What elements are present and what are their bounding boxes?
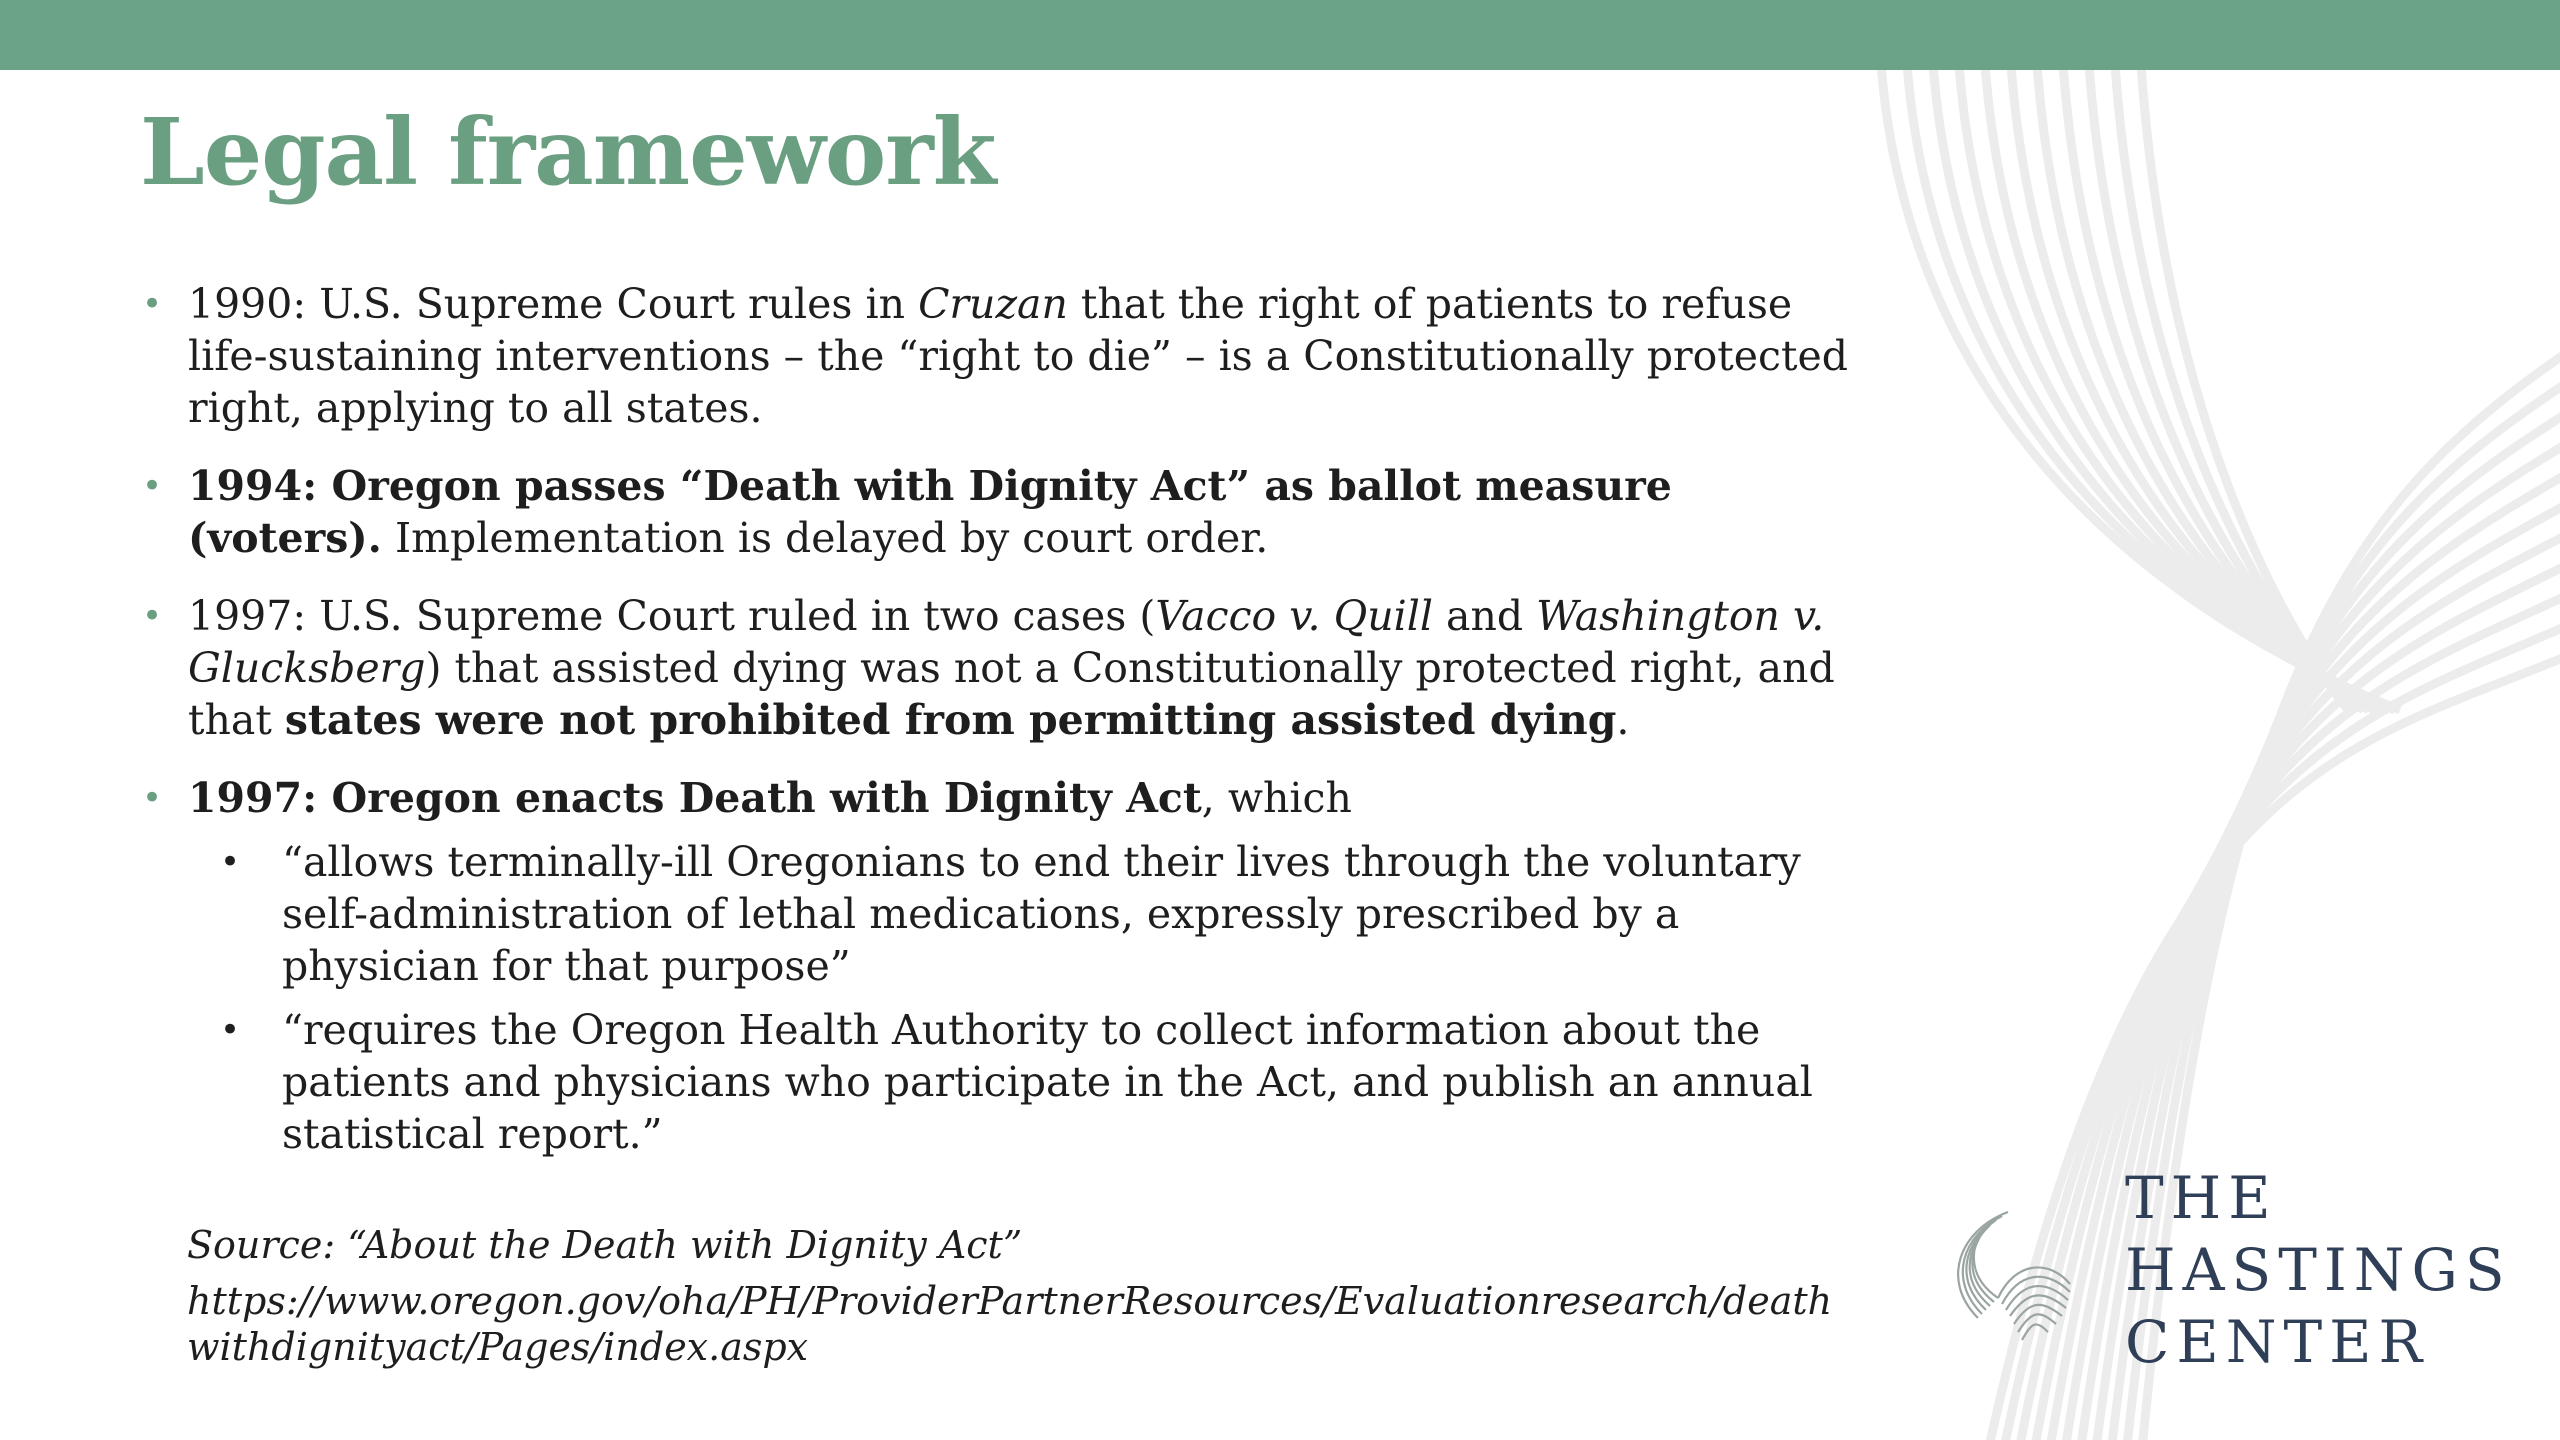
bullet-marker-icon: •	[142, 778, 163, 818]
hastings-center-logo	[1920, 1160, 2512, 1380]
bullet-item	[140, 772, 1860, 1160]
bullet-text-segment: , which	[1201, 774, 1352, 822]
sub-bullet-item	[188, 836, 1860, 992]
bullet-item	[140, 590, 1860, 746]
logo-line-1: THE	[2125, 1164, 2278, 1232]
bullet-text-segment: and	[1432, 592, 1537, 640]
sub-bullet-list	[188, 836, 1860, 1160]
bullet-list	[140, 278, 1860, 1160]
bullet-marker-icon: •	[142, 466, 163, 506]
bullet-marker-icon: •	[142, 596, 163, 636]
slide-content	[140, 278, 1860, 1186]
bullet-text	[188, 280, 1848, 432]
bullet-text-segment: 1990: U.S. Supreme Court rules in	[188, 280, 919, 328]
bullet-text	[188, 592, 1835, 744]
sub-bullet-text: “requires the Oregon Health Authority to collect information about the patients and physicians who participate in the Act, and publish an annual statistical report.”	[282, 1006, 1813, 1158]
bullet-text-segment: ) that assisted dying was not a Constitutionally protected right, and that	[188, 644, 1835, 744]
bullet-text-segment: Vacco v. Quill	[1155, 592, 1433, 640]
decorative-arc	[1984, 70, 2379, 710]
bullet-text-segment: 1997: U.S. Supreme Court ruled in two cases (	[188, 592, 1156, 640]
sub-bullet-text: “allows terminally-ill Oregonians to end their lives through the voluntary self-administration of lethal medications, expressly prescribed by a physician for that purpose”	[282, 838, 1801, 990]
bullet-text-segment: Cruzan	[918, 280, 1068, 328]
slide-title: Legal framework	[140, 98, 996, 206]
bullet-text-segment: Washington v. Glucksberg	[188, 592, 1825, 692]
bullet-item	[140, 460, 1860, 564]
bullet-text-segment: Implementation is delayed by court order.	[381, 514, 1269, 562]
logo-mark-icon	[1920, 1200, 2080, 1360]
logo-line-2: HASTINGS	[2125, 1236, 2512, 1304]
top-accent-bar	[0, 0, 2560, 70]
bullet-text-segment: 1997: Oregon enacts Death with Dignity Act	[188, 774, 1202, 822]
sub-bullet-marker-icon: •	[220, 842, 241, 882]
source-citation	[187, 1222, 1847, 1370]
bullet-text-segment: .	[1616, 696, 1630, 744]
decorative-arc	[2036, 70, 2369, 710]
bullet-text-segment: states were not prohibited from permitting assisted dying	[284, 696, 1617, 744]
logo-wordmark	[2125, 1162, 2512, 1378]
bullet-text	[188, 462, 1672, 562]
bullet-item	[140, 278, 1860, 434]
bullet-text-segment: that the right of patients to refuse life-sustaining interventions – the “right to die” – is a Constitutionally protected right, applying to all states.	[188, 280, 1848, 432]
sub-bullet-marker-icon: •	[220, 1010, 241, 1050]
logo-line-3: CENTER	[2125, 1308, 2430, 1376]
bullet-text	[188, 774, 1352, 822]
bullet-text-segment: 1994: Oregon passes “Death with Dignity Act” as ballot measure (voters).	[188, 462, 1672, 562]
bullet-marker-icon: •	[142, 284, 163, 324]
sub-bullet-item	[188, 1004, 1860, 1160]
source-label: Source: “About the Death with Dignity Act”	[187, 1223, 1023, 1267]
source-url: https://www.oregon.gov/oha/PH/ProviderPartnerResources/Evaluationresearch/deathwithdignityact/Pages/index.aspx	[187, 1279, 1833, 1369]
